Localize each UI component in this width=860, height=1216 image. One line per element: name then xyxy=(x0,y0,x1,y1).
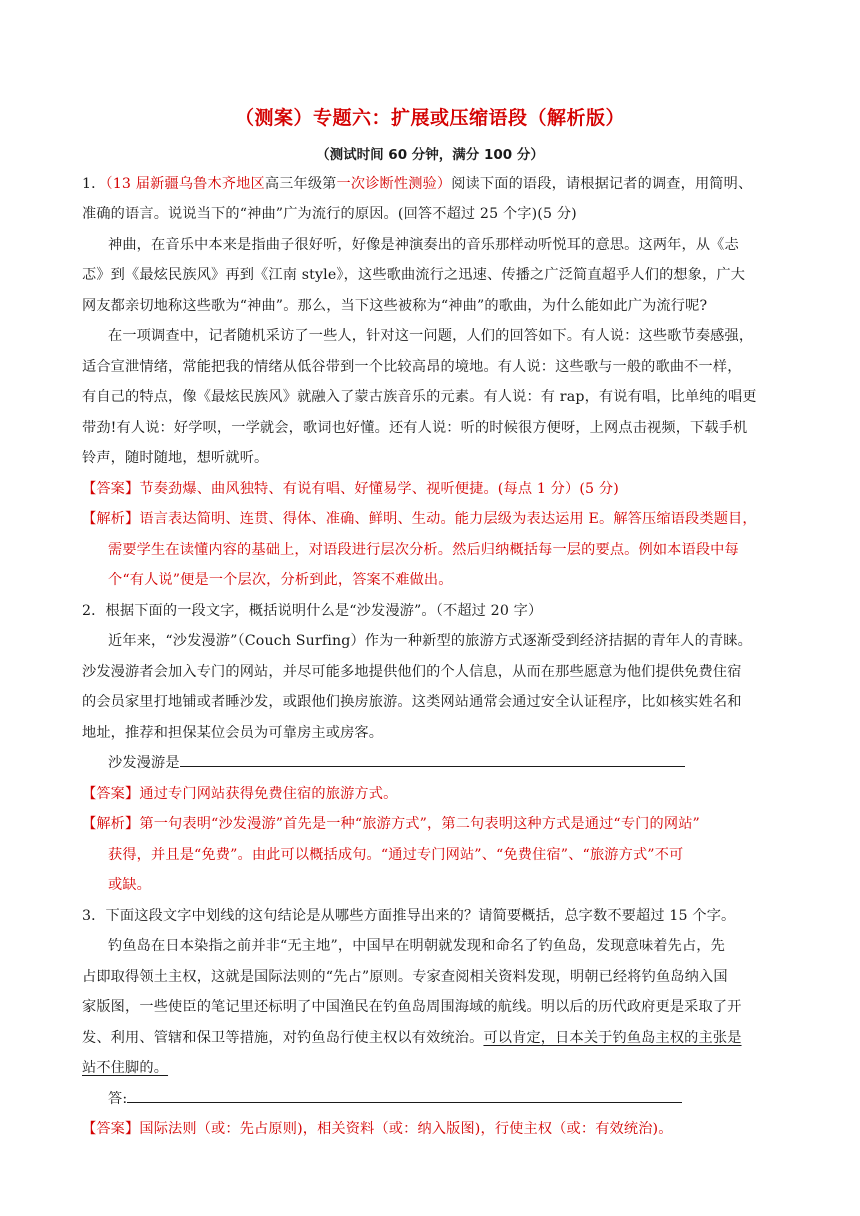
q2-passage-line: 的会员家里打地铺或者睡沙发，或跟他们换房旅游。这类网站通常会通过安全认证程序，比如核实姓名和 xyxy=(82,694,742,710)
q2-analysis xyxy=(82,813,782,835)
q1-stem-text: 阅读下面的语段，请根据记者的调查，用简明、 xyxy=(451,176,753,192)
q2-analysis-text: 第一句表明“沙发漫游”首先是一种“旅游方式”，第二句表明这种方式是通过“专门的网站” xyxy=(139,816,700,832)
q2-answer-tag: 【答案】 xyxy=(82,786,140,802)
q1-analysis-line: 个“有人说”便是一个层次，分析到此，答案不难做出。 xyxy=(108,572,453,588)
q1-analysis-text: 达简明、连贯、得体、准确、鲜明、生动。能力层级为表达运用 E。解答压缩语段类题目， xyxy=(182,511,757,527)
q2-stem: 2．根据下面的一段文字，概括说明什么是“沙发漫游”。（不超过 20 字） xyxy=(82,603,543,619)
q1-passage-line: 网友都亲切地称这些歌为“神曲”。那么，当下这些被称为“神曲”的歌曲，为什么能如此广为流行呢? xyxy=(82,298,708,314)
q1-passage-line: 在一项调查中，记者随机采访了一些人，针对这一问题，人们的回答如下。有人说：这些歌节奏感强， xyxy=(108,328,754,344)
q1-source-red-2: 一次诊断性测验） xyxy=(336,176,452,192)
q2-fill-line xyxy=(108,752,808,774)
q3-answer xyxy=(82,1118,782,1140)
q1-passage-line: 有自己的特点，像《最炫民族风》就融入了蒙古族音乐的元素。有人说：有 rap，有说有唱，比单纯的唱更 xyxy=(82,389,757,405)
q3-underlined-conclusion: 可以肯定，日本关于钓鱼岛主权的主张是 xyxy=(483,1030,742,1046)
q2-fill-label: 沙发漫游是 xyxy=(108,755,180,771)
q3-fill-line xyxy=(108,1088,808,1110)
q2-answer xyxy=(82,783,782,805)
q2-answer-text: 通过专门网站获得免费住宿的旅游方式。 xyxy=(139,786,398,802)
q2-analysis-tag: 【解析】 xyxy=(82,816,140,832)
q2-passage-line: 地址，推荐和担保某位会员为可靠房主或房客。 xyxy=(82,725,384,741)
q3-passage-line: 钓鱼岛在日本染指之前并非“无主地”，中国早在明朝就发现和命名了钓鱼岛，发现意味着先占，先 xyxy=(108,938,725,954)
q2-analysis-line: 获得，并且是“免费”。由此可以概括成句。“通过专门网站”、“免费住宿”、“旅游方式”不可 xyxy=(108,847,684,863)
q1-analysis-line: 需要学生在读懂内容的基础上，对语段进行层次分析。然后归纳概括每一层的要点。例如本语段中每 xyxy=(108,542,739,558)
q2-analysis-line: 或缺。 xyxy=(108,877,152,893)
q1-stem-line-2: 准确的语言。说说当下的“神曲”广为流行的原因。(回答不超过 25 个字)(5 分) xyxy=(82,206,577,222)
q3-passage-line xyxy=(82,1057,782,1079)
page-title: （测案）专题六：扩展或压缩语段（解析版） xyxy=(234,107,625,129)
q2-passage-line: 沙发漫游者会加入专门的网站，并尽可能多地提供他们的个人信息，从而在那些愿意为他们提供免费住宿 xyxy=(82,664,742,680)
q3-passage-line: 家版图，一些使臣的笔记里还标明了中国渔民在钓鱼岛周围海域的航线。明以后的历代政府更是采取了开 xyxy=(82,999,742,1015)
q1-stem-line-1 xyxy=(82,173,782,195)
q1-source-black: 高三年级第 xyxy=(264,176,337,192)
page-subtitle: （测试时间 60 分钟，满分 100 分） xyxy=(316,147,544,163)
q1-passage-line: 铃声，随时随地，想听就听。 xyxy=(82,450,269,466)
q3-stem: 3．下面这段文字中划线的这句结论是从哪些方面推导出来的？请简要概括，总字数不要超过 15 个字。 xyxy=(82,908,736,924)
q1-analysis-red: 语言表 xyxy=(139,511,183,527)
q3-fill-label: 答: xyxy=(108,1091,128,1107)
q3-underlined-conclusion-end: 站不住脚的。 xyxy=(82,1060,169,1076)
q3-passage-text: 发、利用、管辖和保卫等措施，对钓鱼岛行使主权以有效统治。 xyxy=(82,1030,484,1046)
q1-answer xyxy=(82,478,782,500)
q1-analysis xyxy=(82,508,782,530)
q1-analysis-tag: 【解析】 xyxy=(82,511,140,527)
q1-passage-line: 带劲!有人说：好学呗，一学就会，歌词也好懂。还有人说：听的时候很方便呀，上网点击视频，下载手机 xyxy=(82,420,748,436)
q1-number: 1． xyxy=(82,176,106,192)
q3-answer-blank[interactable] xyxy=(127,1088,682,1103)
q1-passage-line: 神曲，在音乐中本来是指曲子很好听，好像是神演奏出的音乐那样动听悦耳的意思。这两年，从《忐 xyxy=(108,237,739,253)
q2-answer-blank[interactable] xyxy=(180,752,685,767)
q3-answer-text: 国际法则（或：先占原则)，相关资料（或：纳入版图)，行使主权（或：有效统治)。 xyxy=(139,1121,673,1137)
q3-passage-line xyxy=(82,1027,782,1049)
q1-answer-tag: 【答案】 xyxy=(82,481,140,497)
q1-source-red: （13 届新疆乌鲁木齐地区 xyxy=(105,176,265,192)
q3-passage-line: 占即取得领土主权，这就是国际法则的“先占”原则。专家查阅相关资料发现，明朝已经将钓鱼岛纳入国 xyxy=(82,969,728,985)
q1-passage-line: 忑》到《最炫民族风》再到《江南 style》，这些歌曲流行之迅速、传播之广泛简直超乎人们的想象，广大 xyxy=(82,267,746,283)
q2-passage-line: 近年来，“沙发漫游”（Couch Surfing）作为一种新型的旅游方式逐渐受到经济拮据的青年人的青睐。 xyxy=(108,633,752,649)
q3-answer-tag: 【答案】 xyxy=(82,1121,140,1137)
q1-passage-line: 适合宣泄情绪，常能把我的情绪从低谷带到一个比较高昂的境地。有人说：这些歌与一般的歌曲不一样， xyxy=(82,359,742,375)
q1-answer-text: 节奏劲爆、曲风独特、有说有唱、好懂易学、视听便捷。(每点 1 分）(5 分) xyxy=(139,481,619,497)
